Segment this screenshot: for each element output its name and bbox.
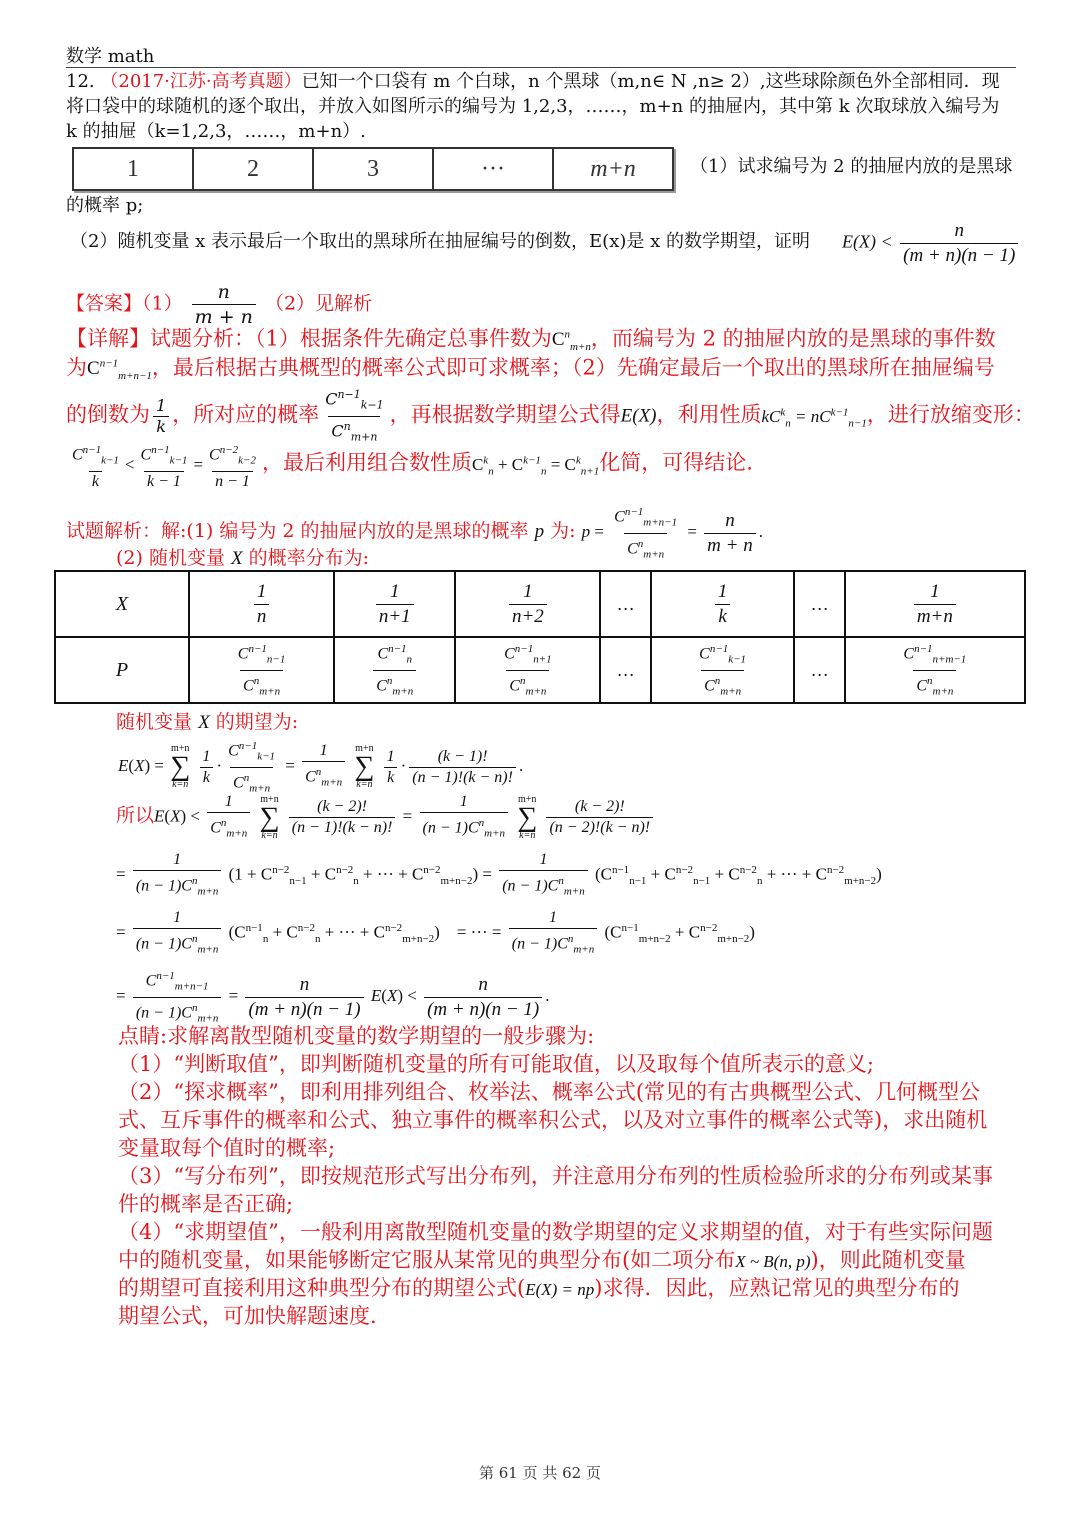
expectation-formula-3: = $\frac{1}{(n - 1)C^n_{m+n}}$ ($1 + C^{n-2}_{n-1} + C^{n-2}_n$ + ··· + $C^{n-2}_{m+n-2}$) = $\frac{1}{(n - 1)C^n_{m+n}}$ ($C^{n-1}_{n-1} + C^{n-2}_{n-1} + C^{n-2}_n$ + ··· + $C^{n-2}_{m+n-2}$) [116, 850, 882, 902]
table-cell: $\frac{C^{n-1}_{k-1}}{C^n_{m+n}}$ [651, 637, 795, 703]
table-cell-ellipsis: … [600, 571, 650, 637]
table-cell: $\frac{1}{n+2}$ [455, 571, 600, 637]
remark-step-2b: 式、互斥事件的概率和公式、独立事件的概率积公式，以及对立事件的概率公式等)，求出随机 [118, 1108, 988, 1132]
solution-x: X [231, 548, 243, 569]
detail-l2b: ，最后根据古典概型的概率公式即可求概率；（2）先确定最后一个取出的黑球所在抽屉编号 [151, 355, 995, 380]
remark-s4b-math: X ~ B(n, p) [735, 1252, 811, 1271]
solution-colon: 为: [550, 519, 576, 542]
remark-s4c-math: E(X) = np [525, 1280, 595, 1299]
question-source: （2017·江苏·高考真题） [100, 71, 302, 92]
remark-step-1: （1）“判断取值”，即判断随机变量的所有可能取值，以及取每个值所表示的意义; [118, 1052, 874, 1076]
answer-den: m + n [192, 304, 256, 329]
solution-part2-label: (2) 随机变量 [116, 547, 225, 569]
remark-step-3a: （3）“写分布列”，即按规范形式写出分布列，并注意用分布列的性质检验所求的分布列或某事 [118, 1164, 993, 1188]
answer-p1: （1） [142, 292, 183, 315]
table-cell: $\frac{1}{m+n}$ [845, 571, 1025, 637]
detail-l3e: ，进行放缩变形： [866, 402, 1035, 427]
detail-l4b: 化简，可得结论. [599, 450, 753, 475]
table-cell-ellipsis: … [794, 637, 844, 703]
part2-fraction [900, 219, 1018, 268]
drawer-1: 1 [74, 149, 194, 189]
solution-p: p [534, 520, 545, 542]
drawer-2: 2 [194, 149, 314, 189]
answer-p2: （2）见解析 [264, 292, 373, 315]
expectation-x: X [198, 712, 210, 733]
solution-line-1: 试题解析：解:(1) 编号为 2 的抽屉内放的是黑球的概率 p 为: p = $\frac{C^{n-1}_{m+n-1}}{C^n_{m+n}}$ = $\frac{n}{m + n}$ . [66, 502, 763, 564]
table-head-p: P [55, 637, 189, 703]
answer-label: 【答案】 [66, 292, 143, 315]
part1-text-a: （1）试求编号为 2 的抽屉内放的是黑球 [690, 156, 1013, 177]
detail-l1b: ，而编号为 2 的抽屉内放的是黑球的事件数 [590, 326, 996, 351]
remark-step-4b [118, 1246, 966, 1276]
detail-l3c: ，再根据数学期望公式得 [389, 402, 621, 427]
table-cell: $\frac{C^{n-1}_{n+m-1}}{C^n_{m+n}}$ [845, 637, 1025, 703]
part2-formula [842, 219, 1021, 268]
distribution-table [54, 570, 1026, 704]
question-text-1: 已知一个口袋有 m 个白球，n 个黑球（m,n∈ N ,n≥ 2）,这些球除颜色外全部相同．现 [301, 71, 1000, 92]
solution-label: 试题解析：解:(1) 编号为 2 的抽屉内放的是黑球的概率 [66, 519, 529, 542]
table-cell: $\frac{C^{n-1}_{n+1}}{C^n_{m+n}}$ [455, 637, 600, 703]
solution-line-2 [116, 544, 369, 573]
remark-step-3b: 件的概率是否正确; [118, 1192, 294, 1216]
table-cell-ellipsis: … [600, 637, 650, 703]
detail-l3b: ，所对应的概率 [172, 402, 320, 427]
remark-step-2c: 变量取每个值时的概率; [118, 1136, 336, 1160]
detail-l4a: ，最后利用组合数性质 [261, 450, 472, 475]
expectation-formula-2: 所以E(X) < $\frac{1}{C^n_{m+n}}$ m+n ∑ k=n $\frac{(k - 2)!}{(n - 1)!(k - n)!}$ = $\frac{1}{(n - 1)C^n_{m+n}}$ m+n ∑ k=n $\frac{(k - 2)!}{(n - 2)!(k - n)!}$ [116, 792, 656, 844]
table-row-x [55, 571, 1025, 637]
expectation-formula-5: = $\frac{C^{n-1}_{m+n-1}}{(n - 1)C^n_{m+n}}$ = $\frac{n}{(m + n)(n - 1)}$ E(X) < $\frac{n}{(m + n)(n - 1)}$ . [116, 966, 550, 1028]
remark-s4c-text: 的期望可直接利用这种典型分布的期望公式( [118, 1276, 526, 1300]
remark-step-4d: 期望公式，可加快解题速度. [118, 1304, 377, 1328]
detail-l1a: 【详解】试题分析：（1）根据条件先确定总事件数为 [66, 326, 552, 351]
detail-l3d: ，利用性质 [656, 402, 762, 427]
part2-lhs: E(X) < [842, 231, 893, 252]
page-header: 数学 math [66, 46, 155, 67]
table-cell: $\frac{C^{n-1}_n}{C^n_{m+n}}$ [334, 637, 455, 703]
expectation-so: 所以 [116, 805, 155, 827]
table-cell-ellipsis: … [794, 571, 844, 637]
expectation-label [116, 708, 298, 737]
drawer-figure [72, 147, 674, 191]
table-cell: $\frac{C^{n-1}_{n-1}}{C^n_{m+n}}$ [189, 637, 334, 703]
detail-line-1: 【详解】试题分析：（1）根据条件先确定总事件数为$C^n_{m+n}$，而编号为 2 的抽屉内放的是黑球的事件数 [66, 326, 996, 354]
question-number: 12. [66, 71, 95, 92]
question-line-2: 将口袋中的球随机的逐个取出，并放入如图所示的编号为 1,2,3，……，m+n 的抽屉内，其中第 k 次取球放入编号为 [66, 96, 1000, 117]
table-head-x: X [55, 571, 189, 637]
remark-step-2a: （2）“探求概率”，即利用排列组合、枚举法、概率公式(常见的有古典概型公式、几何概型公 [118, 1080, 981, 1104]
remark-s4c-tail: )求得．因此，应熟记常见的典型分布的 [594, 1276, 960, 1300]
remark-step-4a: （4）“求期望值”，一般利用离散型随机变量的数学期望的定义求期望的值，对于有些实际问题 [118, 1220, 993, 1244]
page-footer: 第 61 页 共 62 页 [478, 1464, 601, 1482]
answer-num: n [217, 281, 230, 303]
part2-den: (m + n)(n − 1) [900, 243, 1018, 268]
remark-s4b-text: 中的随机变量，如果能够断定它服从某常见的典型分布(如二项分布 [118, 1248, 736, 1272]
detail-l2a: 为 [66, 355, 87, 380]
remark-s4b-tail: )，则此随机变量 [810, 1248, 966, 1272]
part1-text-b: 的概率 p; [66, 195, 144, 216]
expectation-label-text: 随机变量 [116, 711, 193, 733]
part2-text: （2）随机变量 x 表示最后一个取出的黑球所在抽屉编号的倒数，E(x)是 x 的数学期望，证明 [70, 231, 810, 252]
solution-part2-tail: 的概率分布为: [248, 547, 370, 569]
table-cell: $\frac{1}{k}$ [651, 571, 795, 637]
part2-num: n [954, 220, 964, 241]
detail-line-2: 为$C^{n-1}_{m+n-1}$，最后根据古典概型的概率公式即可求概率；（2）先确定最后一个取出的黑球所在抽屉编号 [66, 355, 995, 383]
expectation-formula-1: E(X) = m+n ∑ k=n $\frac{1}{k}$ · $\frac{C^{n-1}_{k-1}}{C^n_{m+n}}$ = $\frac{1}{C^n_{m+n}}$ m+n ∑ k=n $\frac{1}{k}$ · $\frac{(k - 1)!}{(n - 1)!(k - n)!}$ . [118, 736, 523, 798]
table-cell: $\frac{1}{n+1}$ [334, 571, 455, 637]
drawer-3: 3 [314, 149, 434, 189]
detail-l3a: 的倒数为 [66, 402, 150, 427]
expectation-formula-4: = $\frac{1}{(n - 1)C^n_{m+n}}$ ($C^{n-1}_n + C^{n-2}_n$ + ··· + $C^{n-2}_{m+n-2}$) = ··· = $\frac{1}{(n - 1)C^n_{m+n}}$ $(C^{n-1}_{m+n-2} + C^{n-2}_{m+n-2})$ [116, 908, 755, 960]
expectation-tail: 的期望为: [215, 711, 299, 733]
question-line-3: k 的抽屉（k=1,2,3，……，m+n）. [66, 121, 366, 142]
drawer-last: m+n [590, 155, 636, 182]
detail-line-4: $\frac{C^{n-1}_{k-1}}{k}$ < $\frac{C^{n-1}_{k-1}}{k - 1}$ = $\frac{C^{n-2}_{k-2}}{n - 1}$ ，最后利用组合数性质$C^k_n + C^{k-1}_n = C^k_{n+1}$化简，可得结论. [72, 444, 753, 490]
table-cell: $\frac{1}{n}$ [189, 571, 334, 637]
detail-line-3: 的倒数为 $\frac{1}{k}$ ，所对应的概率 $\frac{C^{n-1}_{k-1}}{C^n_{m+n}}$ ，再根据数学期望公式得E(X)，利用性质$kC^k_n = nC^{k-1}_{n-1}$，进行放缩变形： [66, 385, 1035, 447]
drawer-ellipsis: ··· [434, 149, 554, 189]
table-row-p [55, 637, 1025, 703]
remark-title: 点睛:求解离散型随机变量的数学期望的一般步骤为: [118, 1024, 595, 1048]
remark-step-4c [118, 1274, 959, 1304]
question-line-1 [66, 68, 1000, 96]
